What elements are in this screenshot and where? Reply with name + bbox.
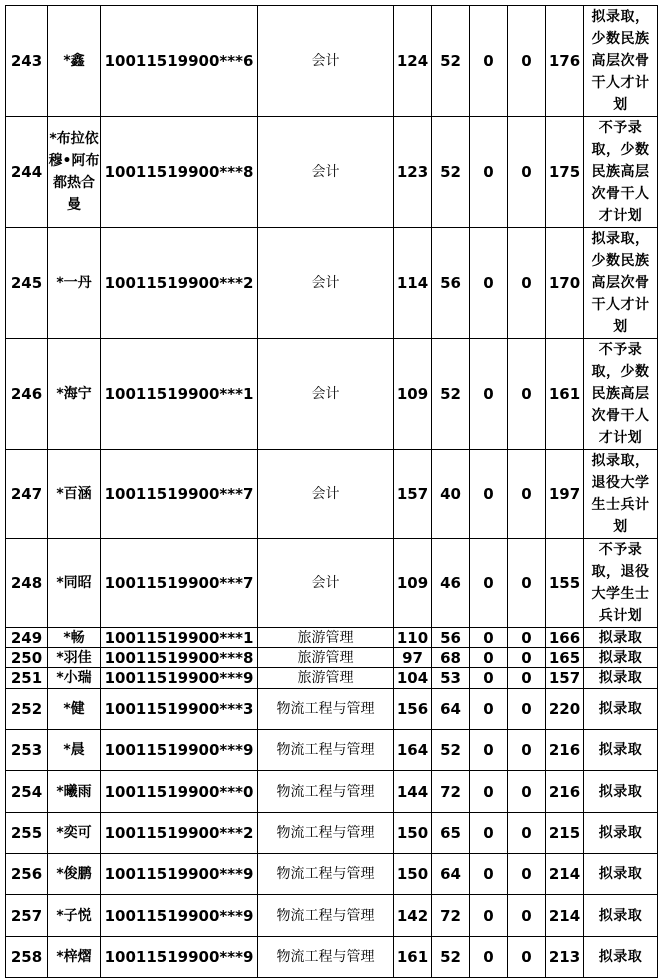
major: 旅游管理 (258, 628, 394, 648)
major: 物流工程与管理 (258, 937, 394, 978)
table-row (6, 628, 658, 648)
score-2: 52 (432, 339, 470, 450)
major: 物流工程与管理 (258, 771, 394, 813)
table-row (6, 6, 658, 117)
score-2: 40 (432, 450, 470, 539)
table-row (6, 813, 658, 854)
candidate-name: *子悦 (48, 895, 101, 937)
row-number: 249 (6, 628, 48, 648)
row-number: 258 (6, 937, 48, 978)
score-2: 52 (432, 6, 470, 117)
score-4: 0 (508, 668, 546, 689)
table-row (6, 117, 658, 228)
candidate-id: 10011519900***2 (101, 813, 258, 854)
admission-note: 不予录取，少数民族高层次骨干人才计划 (584, 117, 658, 228)
candidate-name: *小瑞 (48, 668, 101, 689)
score-3: 0 (470, 539, 508, 628)
admission-note: 拟录取 (584, 689, 658, 730)
score-3: 0 (470, 648, 508, 668)
candidate-name: *百涵 (48, 450, 101, 539)
total-score: 197 (546, 450, 584, 539)
total-score: 215 (546, 813, 584, 854)
score-1: 109 (394, 339, 432, 450)
score-3: 0 (470, 689, 508, 730)
score-2: 68 (432, 648, 470, 668)
major: 旅游管理 (258, 668, 394, 689)
score-2: 52 (432, 117, 470, 228)
candidate-id: 10011519900***9 (101, 854, 258, 895)
score-4: 0 (508, 339, 546, 450)
score-4: 0 (508, 813, 546, 854)
row-number: 257 (6, 895, 48, 937)
candidate-name: *羽佳 (48, 648, 101, 668)
candidate-id: 10011519900***8 (101, 648, 258, 668)
row-number: 253 (6, 730, 48, 771)
admission-note: 不予录取，退役大学生士兵计划 (584, 539, 658, 628)
row-number: 256 (6, 854, 48, 895)
admission-note: 拟录取 (584, 895, 658, 937)
table-row (6, 539, 658, 628)
score-2: 46 (432, 539, 470, 628)
score-1: 150 (394, 854, 432, 895)
admission-note: 拟录取 (584, 771, 658, 813)
score-1: 110 (394, 628, 432, 648)
score-4: 0 (508, 628, 546, 648)
total-score: 155 (546, 539, 584, 628)
total-score: 161 (546, 339, 584, 450)
total-score: 165 (546, 648, 584, 668)
candidate-name: *海宁 (48, 339, 101, 450)
score-2: 65 (432, 813, 470, 854)
score-1: 161 (394, 937, 432, 978)
score-1: 164 (394, 730, 432, 771)
row-number: 247 (6, 450, 48, 539)
score-2: 64 (432, 689, 470, 730)
total-score: 214 (546, 854, 584, 895)
admission-note: 不予录取，少数民族高层次骨干人才计划 (584, 339, 658, 450)
total-score: 176 (546, 6, 584, 117)
row-number: 252 (6, 689, 48, 730)
score-4: 0 (508, 117, 546, 228)
score-2: 52 (432, 730, 470, 771)
score-4: 0 (508, 730, 546, 771)
score-1: 156 (394, 689, 432, 730)
score-3: 0 (470, 6, 508, 117)
candidate-name: *健 (48, 689, 101, 730)
table-row (6, 854, 658, 895)
table-body (6, 6, 658, 978)
major: 旅游管理 (258, 648, 394, 668)
score-3: 0 (470, 813, 508, 854)
table-row (6, 450, 658, 539)
score-1: 109 (394, 539, 432, 628)
score-4: 0 (508, 895, 546, 937)
candidate-id: 10011519900***7 (101, 539, 258, 628)
score-1: 104 (394, 668, 432, 689)
score-4: 0 (508, 450, 546, 539)
major: 会计 (258, 117, 394, 228)
row-number: 243 (6, 6, 48, 117)
score-1: 157 (394, 450, 432, 539)
row-number: 250 (6, 648, 48, 668)
row-number: 245 (6, 228, 48, 339)
candidate-name: *梓熠 (48, 937, 101, 978)
score-2: 52 (432, 937, 470, 978)
score-3: 0 (470, 117, 508, 228)
admission-note: 拟录取 (584, 730, 658, 771)
score-4: 0 (508, 689, 546, 730)
score-1: 124 (394, 6, 432, 117)
table-row (6, 228, 658, 339)
table-row (6, 895, 658, 937)
total-score: 170 (546, 228, 584, 339)
candidate-name: *曦雨 (48, 771, 101, 813)
admission-note: 拟录取，退役大学生士兵计划 (584, 450, 658, 539)
score-2: 64 (432, 854, 470, 895)
score-2: 56 (432, 228, 470, 339)
score-3: 0 (470, 450, 508, 539)
major: 物流工程与管理 (258, 895, 394, 937)
score-2: 72 (432, 771, 470, 813)
score-4: 0 (508, 854, 546, 895)
candidate-name: *鑫 (48, 6, 101, 117)
candidate-id: 10011519900***1 (101, 628, 258, 648)
total-score: 216 (546, 771, 584, 813)
candidate-id: 10011519900***2 (101, 228, 258, 339)
score-2: 72 (432, 895, 470, 937)
score-4: 0 (508, 228, 546, 339)
candidate-id: 10011519900***9 (101, 668, 258, 689)
major: 会计 (258, 539, 394, 628)
score-3: 0 (470, 937, 508, 978)
major: 物流工程与管理 (258, 854, 394, 895)
candidate-name: *晨 (48, 730, 101, 771)
candidate-id: 10011519900***9 (101, 730, 258, 771)
score-4: 0 (508, 648, 546, 668)
score-1: 123 (394, 117, 432, 228)
admission-note: 拟录取 (584, 813, 658, 854)
admission-note: 拟录取 (584, 628, 658, 648)
total-score: 213 (546, 937, 584, 978)
table-row (6, 689, 658, 730)
candidate-id: 10011519900***7 (101, 450, 258, 539)
score-3: 0 (470, 771, 508, 813)
total-score: 214 (546, 895, 584, 937)
score-2: 53 (432, 668, 470, 689)
candidate-name: *一丹 (48, 228, 101, 339)
table-row (6, 937, 658, 978)
admission-note: 拟录取，少数民族高层次骨干人才计划 (584, 228, 658, 339)
score-3: 0 (470, 228, 508, 339)
score-4: 0 (508, 6, 546, 117)
score-3: 0 (470, 668, 508, 689)
admission-note: 拟录取 (584, 648, 658, 668)
major: 物流工程与管理 (258, 813, 394, 854)
candidate-id: 10011519900***6 (101, 6, 258, 117)
row-number: 251 (6, 668, 48, 689)
admission-note: 拟录取 (584, 668, 658, 689)
candidate-id: 10011519900***1 (101, 339, 258, 450)
candidate-name: *布拉依穆•阿布都热合曼 (48, 117, 101, 228)
major: 会计 (258, 6, 394, 117)
score-3: 0 (470, 854, 508, 895)
admission-results-table (5, 5, 658, 978)
candidate-id: 10011519900***8 (101, 117, 258, 228)
row-number: 248 (6, 539, 48, 628)
score-1: 150 (394, 813, 432, 854)
major: 物流工程与管理 (258, 730, 394, 771)
candidate-id: 10011519900***3 (101, 689, 258, 730)
candidate-name: *俊鹏 (48, 854, 101, 895)
table-row (6, 648, 658, 668)
candidate-id: 10011519900***9 (101, 937, 258, 978)
major: 会计 (258, 339, 394, 450)
score-1: 144 (394, 771, 432, 813)
score-1: 97 (394, 648, 432, 668)
row-number: 255 (6, 813, 48, 854)
major: 会计 (258, 228, 394, 339)
row-number: 246 (6, 339, 48, 450)
row-number: 254 (6, 771, 48, 813)
admission-note: 拟录取，少数民族高层次骨干人才计划 (584, 6, 658, 117)
row-number: 244 (6, 117, 48, 228)
total-score: 166 (546, 628, 584, 648)
score-3: 0 (470, 895, 508, 937)
major: 会计 (258, 450, 394, 539)
score-4: 0 (508, 937, 546, 978)
table-row (6, 668, 658, 689)
major: 物流工程与管理 (258, 689, 394, 730)
total-score: 220 (546, 689, 584, 730)
candidate-name: *同昭 (48, 539, 101, 628)
score-4: 0 (508, 539, 546, 628)
score-4: 0 (508, 771, 546, 813)
candidate-name: *奕可 (48, 813, 101, 854)
admission-note: 拟录取 (584, 937, 658, 978)
total-score: 175 (546, 117, 584, 228)
score-3: 0 (470, 628, 508, 648)
score-3: 0 (470, 730, 508, 771)
table-row (6, 771, 658, 813)
table-row (6, 730, 658, 771)
candidate-id: 10011519900***0 (101, 771, 258, 813)
candidate-name: *畅 (48, 628, 101, 648)
score-1: 142 (394, 895, 432, 937)
candidate-id: 10011519900***9 (101, 895, 258, 937)
score-1: 114 (394, 228, 432, 339)
total-score: 216 (546, 730, 584, 771)
table-row (6, 339, 658, 450)
score-3: 0 (470, 339, 508, 450)
admission-note: 拟录取 (584, 854, 658, 895)
total-score: 157 (546, 668, 584, 689)
score-2: 56 (432, 628, 470, 648)
